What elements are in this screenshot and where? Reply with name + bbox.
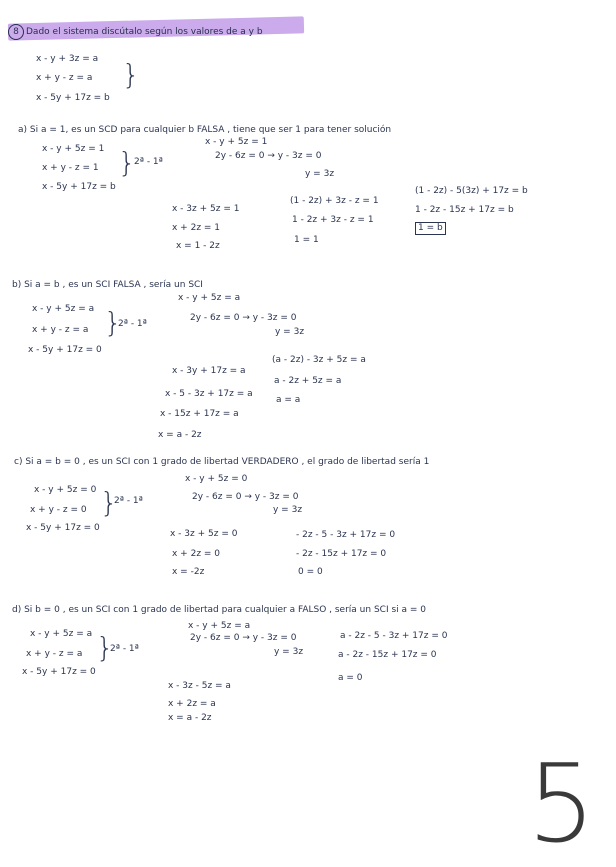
part-a-sub-1: x - 3z + 5z = 1 <box>172 204 240 214</box>
part-c-sub-1: x - 3z + 5z = 0 <box>170 529 238 539</box>
part-b-red-1: x - y + 5z = a <box>178 293 241 303</box>
system-eq-3: x - 5y + 17z = b <box>36 93 110 103</box>
part-d-sub-2: x + 2z = a <box>168 699 216 709</box>
part-d-sub-3: x = a - 2z <box>168 713 212 723</box>
part-d-ops: 2ª - 1ª <box>110 644 139 654</box>
part-c-red-3: y = 3z <box>273 505 303 515</box>
part-b-sub-2: x - 5 - 3z + 17z = a <box>165 389 253 399</box>
part-d-check-1: a - 2z - 5 - 3z + 17z = 0 <box>340 631 448 641</box>
part-c-check-2: - 2z - 15z + 17z = 0 <box>296 549 387 559</box>
part-b-red-2: 2y - 6z = 0 → y - 3z = 0 <box>190 313 297 323</box>
part-c-ops: 2ª - 1ª <box>114 496 143 506</box>
exercise-number: 8 <box>8 24 24 40</box>
part-b-sub-1: x - 3y + 17z = a <box>172 366 246 376</box>
part-b-red-3: y = 3z <box>275 327 305 337</box>
part-d-red-2: 2y - 6z = 0 → y - 3z = 0 <box>190 633 297 643</box>
part-a-check-3: 1 = 1 <box>294 235 319 245</box>
page-number: 5 <box>527 742 596 867</box>
part-a-boxed-result: 1 = b <box>415 222 446 235</box>
part-d-check-2: a - 2z - 15z + 17z = 0 <box>338 650 437 660</box>
part-b-check-2: a - 2z + 5z = a <box>274 376 342 386</box>
part-a-red-1: x - y + 5z = 1 <box>205 137 268 147</box>
part-c-eq-2: x + y - z = 0 <box>30 505 87 515</box>
part-b-check-3: a = a <box>276 395 301 405</box>
part-b-brace: } <box>104 306 122 339</box>
part-c-sub-3: x = -2z <box>172 567 205 577</box>
part-b-sub-4: x = a - 2z <box>158 430 202 440</box>
part-d-red-3: y = 3z <box>274 647 304 657</box>
part-a-red-2: 2y - 6z = 0 → y - 3z = 0 <box>215 151 322 161</box>
part-c-red-2: 2y - 6z = 0 → y - 3z = 0 <box>192 492 299 502</box>
part-c-eq-1: x - y + 5z = 0 <box>34 485 97 495</box>
system-brace: } <box>122 58 140 91</box>
part-d-statement: d) Si b = 0 , es un SCI con 1 grado de libertad para cualquier a FALSO , sería un SCI si a = 0 <box>12 605 427 615</box>
part-d-eq-1: x - y + 5z = a <box>30 629 93 639</box>
part-a-statement: a) Si a = 1, es un SCD para cualquier b FALSA , tiene que ser 1 para tener solución <box>18 125 392 135</box>
part-c-statement: c) Si a = b = 0 , es un SCI con 1 grado de libertad VERDADERO , el grado de libertad sería 1 <box>14 457 430 467</box>
part-a-check-2: 1 - 2z + 3z - z = 1 <box>292 215 374 225</box>
part-c-sub-2: x + 2z = 0 <box>172 549 221 559</box>
part-d-check-3: a = 0 <box>338 673 363 683</box>
part-c-red-1: x - y + 5z = 0 <box>185 474 248 484</box>
system-eq-2: x + y - z = a <box>36 73 93 83</box>
part-a-red-3: y = 3z <box>305 169 335 179</box>
part-a-brace: } <box>118 146 136 179</box>
part-b-eq-1: x - y + 5z = a <box>32 304 95 314</box>
system-eq-1: x - y + 3z = a <box>36 54 99 64</box>
part-c-eq-3: x - 5y + 17z = 0 <box>26 523 100 533</box>
part-c-brace: } <box>100 486 118 519</box>
part-c-check-3: 0 = 0 <box>298 567 323 577</box>
part-a-eq-2: x + y - z = 1 <box>42 163 99 173</box>
part-a-check-1: (1 - 2z) + 3z - z = 1 <box>290 196 379 206</box>
part-d-red-1: x - y + 5z = a <box>188 621 251 631</box>
part-a-eq-1: x - y + 5z = 1 <box>42 144 105 154</box>
part-b-statement: b) Si a = b , es un SCI FALSA , sería un SCI <box>12 280 203 290</box>
part-a-sub-2: x + 2z = 1 <box>172 223 221 233</box>
part-d-eq-3: x - 5y + 17z = 0 <box>22 667 96 677</box>
part-b-sub-3: x - 15z + 17z = a <box>160 409 239 419</box>
exercise-title: Dado el sistema discútalo según los valores de a y b <box>26 27 263 37</box>
part-a-sub-3: x = 1 - 2z <box>176 241 220 251</box>
part-d-sub-1: x - 3z - 5z = a <box>168 681 231 691</box>
part-d-brace: } <box>96 631 114 664</box>
part-b-eq-3: x - 5y + 17z = 0 <box>28 345 102 355</box>
part-b-ops: 2ª - 1ª <box>118 319 147 329</box>
part-a-eq-3: x - 5y + 17z = b <box>42 182 116 192</box>
part-b-check-1: (a - 2z) - 3z + 5z = a <box>272 355 366 365</box>
part-c-check-1: - 2z - 5 - 3z + 17z = 0 <box>296 530 396 540</box>
part-d-eq-2: x + y - z = a <box>26 649 83 659</box>
part-a-ops: 2ª - 1ª <box>134 157 163 167</box>
part-b-eq-2: x + y - z = a <box>32 325 89 335</box>
part-a-check2-1: (1 - 2z) - 5(3z) + 17z = b <box>415 186 528 196</box>
part-a-check2-2: 1 - 2z - 15z + 17z = b <box>415 205 514 215</box>
